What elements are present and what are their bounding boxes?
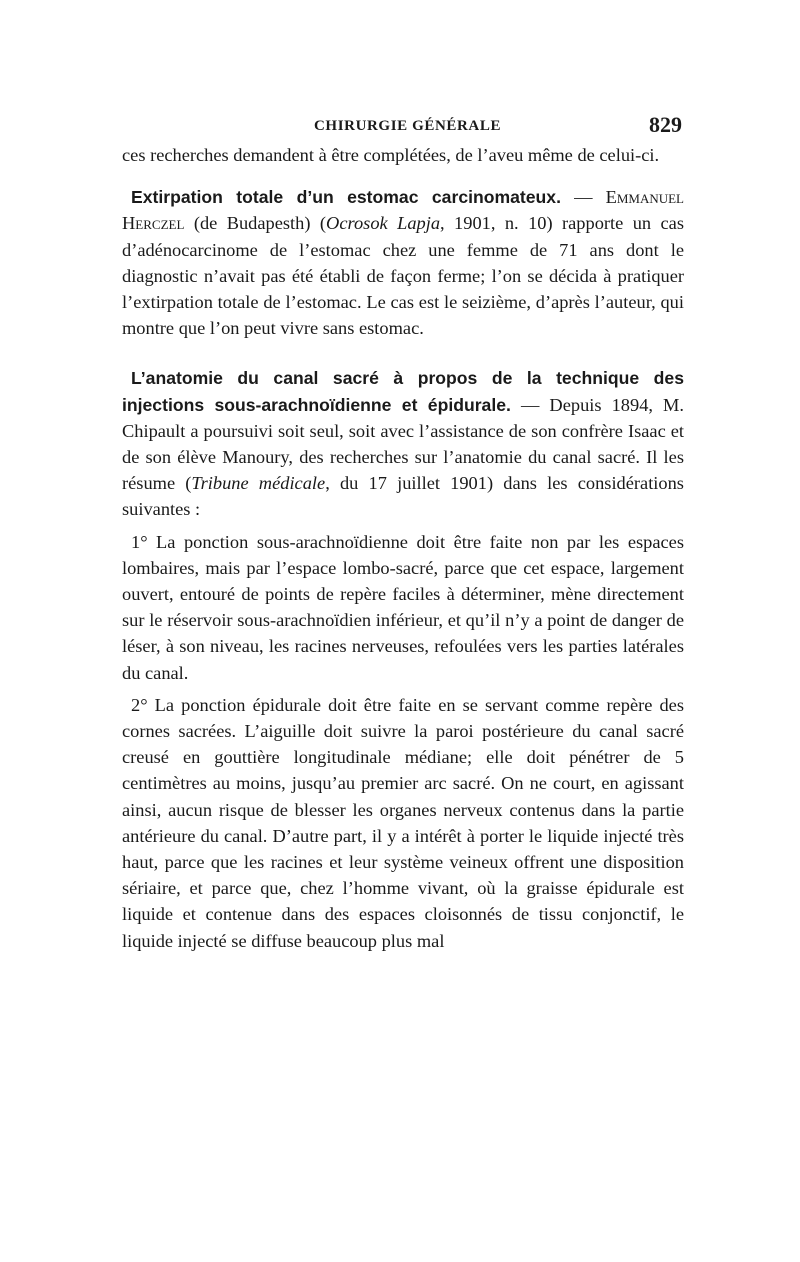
numbered-point-2: 2° La ponction épidurale doit être faite en se servant comme repère des cornes sacrées. L’aiguille doit suivre la paroi postérieure du canal sacré creusé en gouttière longitudinale médiane; elle doit pénétrer de 5 centimètres au moins, jusqu’au premier arc sacré. On ne court, en agissant ainsi, aucun risque de blesser les organes nerveux contenus dans la partie antérieure du canal. D’autre part, il y a intérêt à porter le liquide injecté très haut, parce que les racines et leur système veineux offrent une disposition sériaire, et parce que, chez l’homme vivant, où la graisse épidurale est liquide et contenue dans des espaces cloisonnés de tissu conjonctif, le liquide injecté se diffuse beaucoup plus mal bbox=[122, 694, 684, 951]
article-herczel bbox=[122, 184, 684, 341]
continuation-paragraph: ces recherches demandent à être complétées, de l’aveu même de celui-ci. bbox=[122, 145, 660, 165]
title-dash: — bbox=[560, 187, 606, 208]
article-title: Extirpation totale d’un estomac carcinomateux. bbox=[131, 187, 561, 208]
numbered-point-1: 1° La ponction sous-arachnoïdienne doit être faite non par les espaces lombaires, mais par l’espace lombo-sacré, parce que cet espace, largement ouvert, entouré de points de repère faciles à déterminer, mène directement sur le réservoir sous-arachnoïdien inférieur, et qu’il n’y a point de danger de léser, à son niveau, les racines nerveuses, refoulées vers les parties latérales du canal. bbox=[122, 531, 684, 683]
article-text: , du 17 juillet 1901) dans les considérations suivantes : bbox=[122, 473, 684, 520]
article-title: L’anatomie du canal sacré à propos de la technique des injections sous-arachnoïdienne et épidurale. bbox=[122, 368, 684, 415]
author-name: Emmanuel Herczel bbox=[122, 187, 684, 234]
running-title: CHIRURGIE GÉNÉRALE bbox=[314, 118, 502, 134]
journal-name: Tribune médicale bbox=[191, 473, 326, 494]
page-header bbox=[122, 108, 684, 142]
journal-name: Ocrosok Lapja bbox=[326, 213, 441, 234]
article-chipault bbox=[122, 365, 684, 522]
article-text: — Depuis 1894, M. Chipault a poursuivi soit seul, soit avec l’assistance de son confrère Isaac et de son élève Manoury, des recherches sur l’anatomie du canal sacré. Il les résume ( bbox=[122, 394, 685, 494]
page-number: 829 bbox=[649, 112, 682, 137]
book-page bbox=[122, 108, 684, 954]
article-text: (de Budapesth) ( bbox=[184, 213, 327, 234]
article-text: , 1901, n. 10) rapporte un cas d’adénocarcinome de l’estomac chez une femme de 71 ans dont le diagnostic n’avait pas été établi de façon ferme; l’on se décida à pratiquer l’extirpation totale de l’estomac. Le cas est le seizième, d’après l’auteur, qui montre que l’on peut vivre sans estomac. bbox=[122, 213, 685, 339]
